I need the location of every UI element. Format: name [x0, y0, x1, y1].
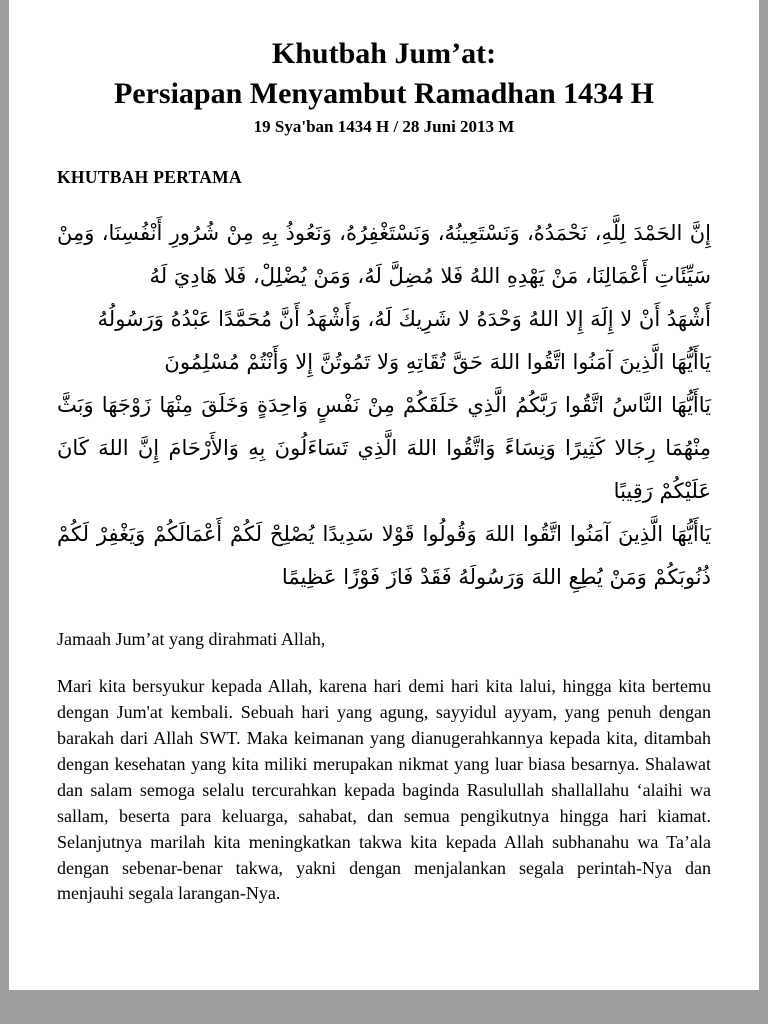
document-page: [9, 0, 759, 990]
greeting-line: Jamaah Jum’at yang dirahmati Allah,: [57, 629, 326, 650]
arabic-paragraph-shahada: أَشْهَدُ أَنْ لا إِلَهَ إِلا اللهُ وَحْدَهُ لا شَرِيكَ لَهُ، وَأَشْهَدُ أَنَّ مُحَمَّدًا عَبْدُهُ وَرَسُولُهُ: [97, 306, 711, 331]
arabic-paragraph-ahzab-verse: يَاأَيُّهَا الَّذِينَ آمَنُوا اتَّقُوا اللهَ وَقُولُوا قَوْلا سَدِيدًا يُصْلِحْ لَكُمْ أَعْمَالَكُمْ وَيَغْفِرْ لَكُمْ ذُنُوبَكُمْ وَمَنْ يُطِعِ اللهَ وَرَسُولَهُ فَقَدْ فَازَ فَوْزًا عَظِيمًا: [57, 522, 711, 590]
document-title-line1: Khutbah Jum’at:: [271, 37, 497, 70]
document-date-line: 19 Sya'ban 1434 H / 28 Juni 2013 M: [253, 116, 515, 136]
arabic-paragraph-annisa-verse: يَاأَيُّهَا النَّاسُ اتَّقُوا رَبَّكُمُ الَّذِي خَلَقَكُمْ مِنْ نَفْسٍ وَاحِدَةٍ وَخَلَقَ مِنْهَا زَوْجَهَا وَبَثَّ مِنْهُمَا رِجَالا كَثِيرًا وَنِسَاءً وَاتَّقُوا اللهَ الَّذِي تَسَاءَلُونَ بِهِ وَالأَرْحَامَ إِنَّ اللهَ كَانَ عَلَيْكُمْ رَقِيبًا: [57, 392, 711, 504]
document-title-line2: Persiapan Menyambut Ramadhan 1434 H: [113, 76, 655, 110]
arabic-text-block: [57, 212, 711, 599]
arabic-paragraph-taqwa-verse: يَاأَيُّهَا الَّذِينَ آمَنُوا اتَّقُوا اللهَ حَقَّ تُقَاتِهِ وَلا تَمُوتُنَّ إِلا وَأَنْتُمْ مُسْلِمُونَ: [164, 349, 711, 374]
body-paragraph: Mari kita bersyukur kepada Allah, karena hari demi hari kita lalui, hingga kita bertemu dengan Jum'at kembali. Sebuah hari yang agung, sayyidul ayyam, yang penuh dengan barakah dari Allah SWT. Maka keimanan yang dianugerahkannya kepada kita, ditambah dengan kesehatan yang kita miliki merupakan nikmat yang luar biasa besarnya. Shalawat dan salam semoga selalu tercurahkan kepada baginda Rasulullah shallallahu ‘alaihi wa sallam, beserta para keluarga, sahabat, dan semua pengikutnya hingga hari kiamat. Selanjutnya marilah kita meningkatkan takwa kita kepada Allah subhanahu wa Ta’ala dengan sebenar-benar takwa, yakni dengan menjalankan segala perintah-Nya dan menjauhi segala larangan-Nya.: [57, 676, 711, 904]
arabic-paragraph-hamdalah: إِنَّ الحَمْدَ لِلَّهِ، نَحْمَدُهُ، وَنَسْتَعِينُهُ، وَنَسْتَغْفِرُهُ، وَنَعُوذُ بِهِ مِنْ شُرُورِ أَنْفُسِنَا، وَمِنْ سَيِّئَاتِ أَعْمَالِنَا، مَنْ يَهْدِهِ اللهُ فَلا مُضِلَّ لَهُ، وَمَنْ يُضْلِلْ، فَلا هَادِيَ لَهُ: [57, 220, 711, 288]
section-heading-khutbah-pertama: KHUTBAH PERTAMA: [57, 166, 242, 187]
